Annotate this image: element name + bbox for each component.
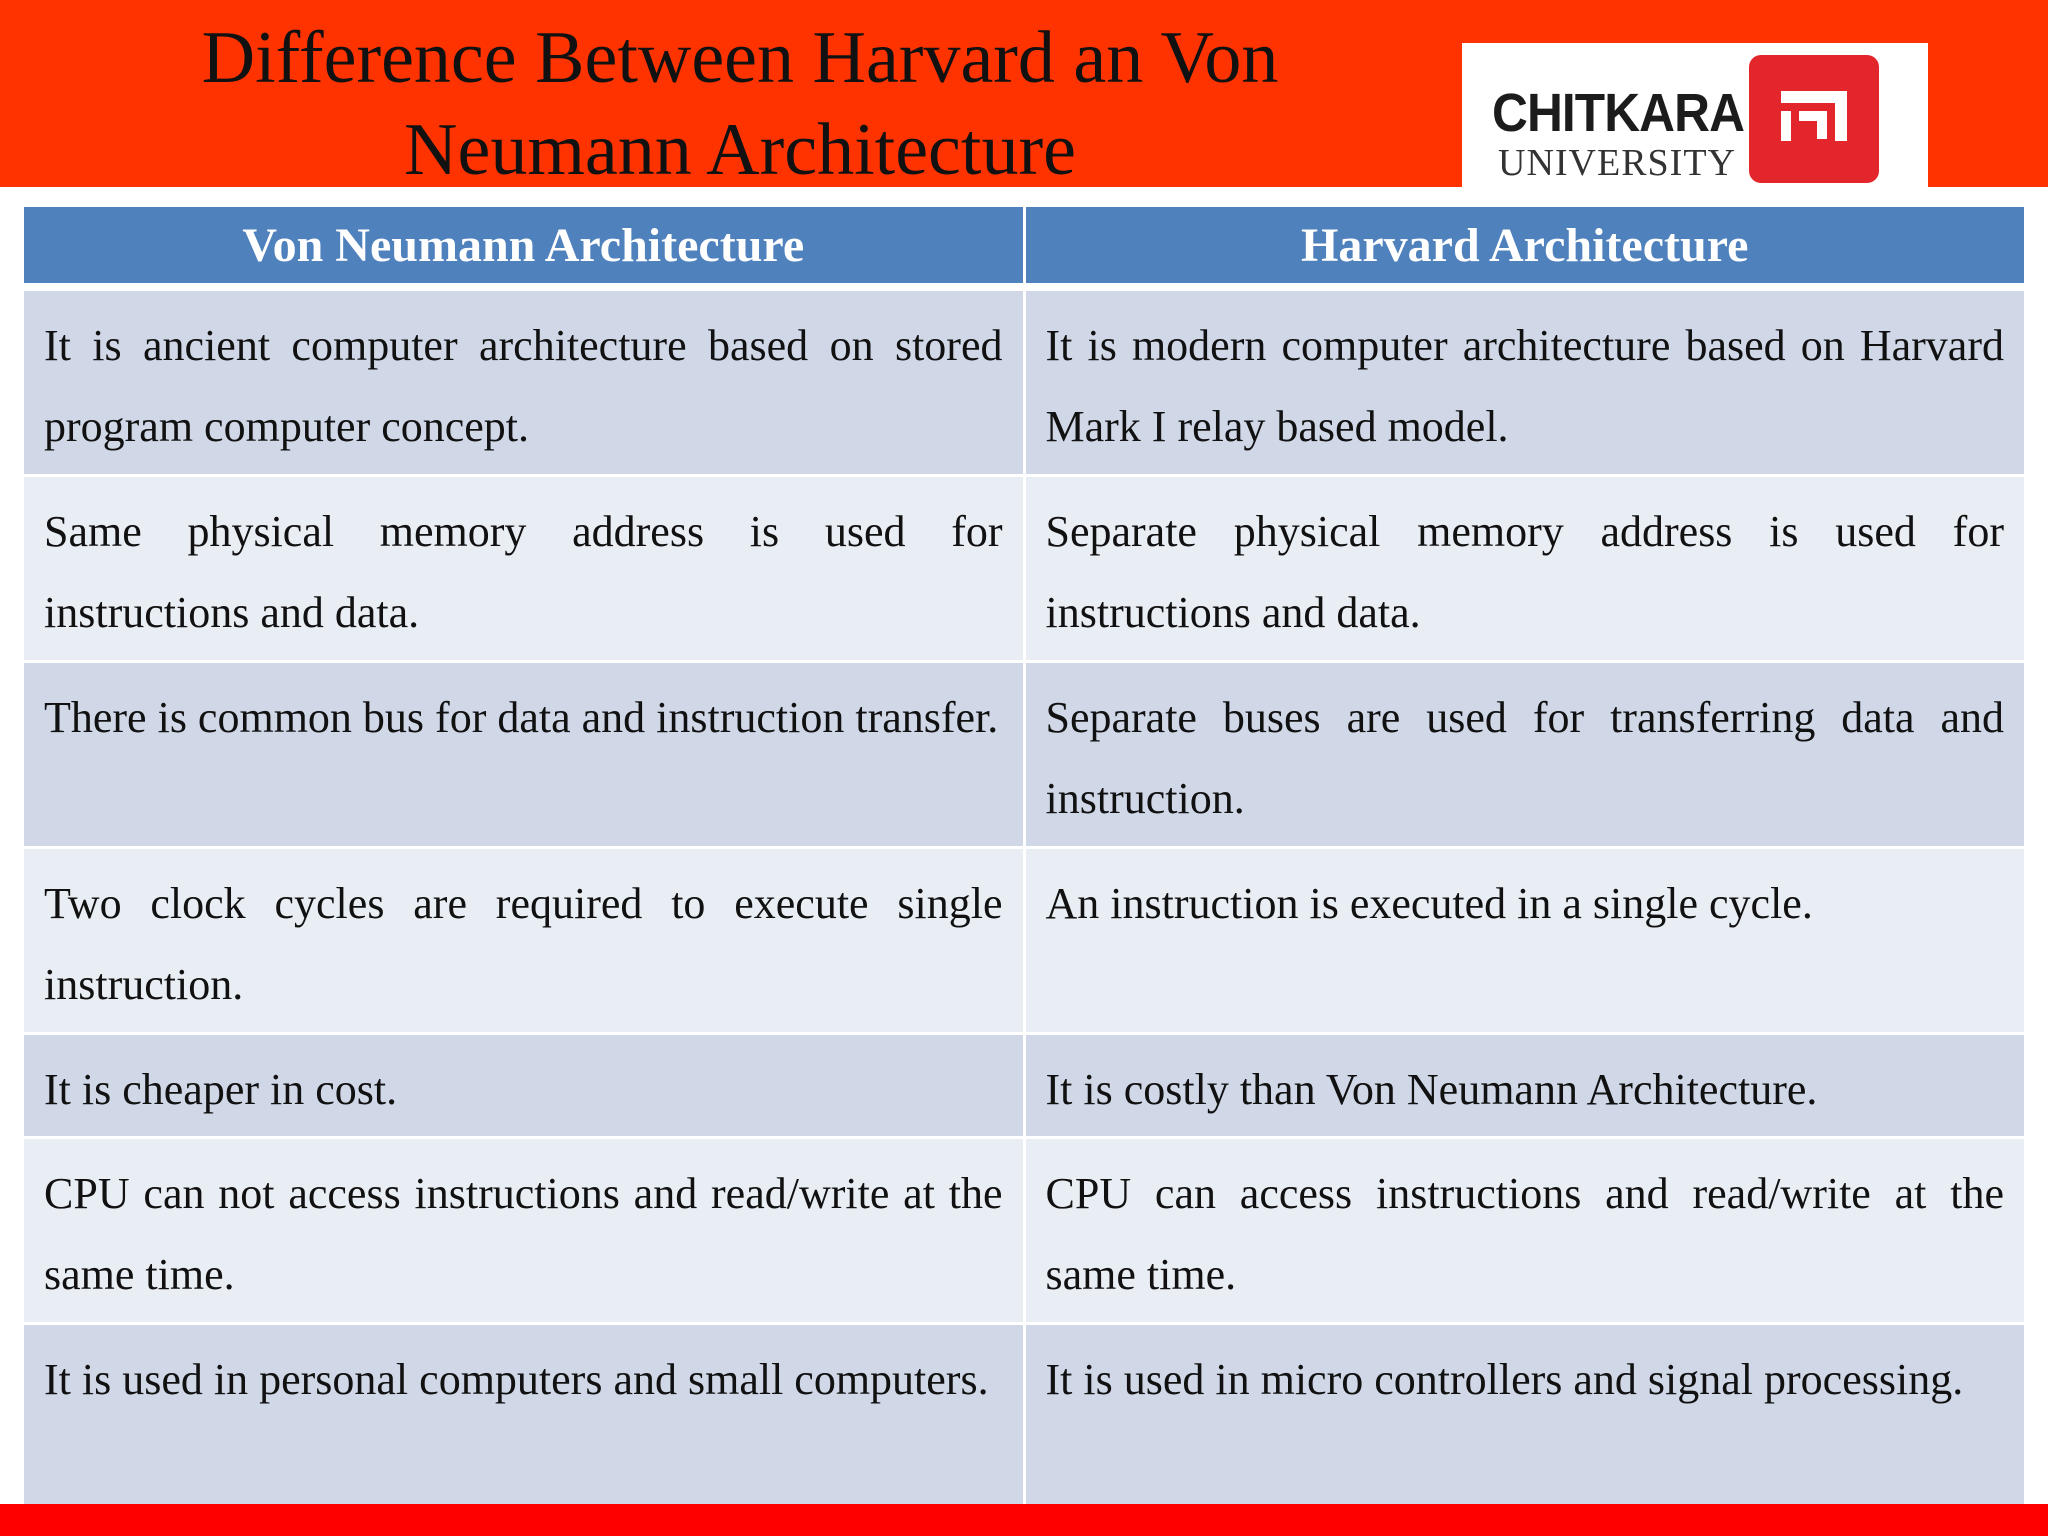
table-row: [24, 1033, 2024, 1137]
slide-title: [120, 12, 1360, 196]
logo-mark-icon: [1749, 55, 1879, 183]
table-row: [24, 1137, 2024, 1323]
cell-von-neumann: It is used in personal computers and small computers.: [24, 1323, 1024, 1509]
comparison-table: [24, 207, 2024, 1511]
cell-harvard: CPU can access instructions and read/write at the same time.: [1024, 1137, 2024, 1323]
column-header-von-neumann: Von Neumann Architecture: [24, 207, 1024, 287]
cell-harvard: Separate buses are used for transferring data and instruction.: [1024, 661, 2024, 847]
column-header-harvard: Harvard Architecture: [1024, 207, 2024, 287]
table-header-row: [24, 207, 2024, 287]
cell-von-neumann: It is ancient computer architecture based on stored program computer concept.: [24, 287, 1024, 475]
table-row: [24, 475, 2024, 661]
footer-band: [0, 1504, 2048, 1536]
logo-subtitle: UNIVERSITY: [1498, 142, 1736, 184]
slide-title-line1: Difference Between Harvard an Von: [201, 17, 1279, 99]
table-row: [24, 847, 2024, 1033]
cell-harvard: It is modern computer architecture based on Harvard Mark I relay based model.: [1024, 287, 2024, 475]
cell-von-neumann: CPU can not access instructions and read/write at the same time.: [24, 1137, 1024, 1323]
cell-von-neumann: There is common bus for data and instruction transfer.: [24, 661, 1024, 847]
table-row: [24, 1323, 2024, 1509]
table-row: [24, 661, 2024, 847]
slide-title-line2: Neumann Architecture: [404, 109, 1076, 191]
cell-harvard: It is used in micro controllers and signal processing.: [1024, 1323, 2024, 1509]
cell-von-neumann: Two clock cycles are required to execute single instruction.: [24, 847, 1024, 1033]
cell-von-neumann: Same physical memory address is used for instructions and data.: [24, 475, 1024, 661]
logo-name: CHITKARA: [1492, 83, 1745, 143]
cell-harvard: Separate physical memory address is used for instructions and data.: [1024, 475, 2024, 661]
cell-harvard: An instruction is executed in a single cycle.: [1024, 847, 2024, 1033]
cell-von-neumann: It is cheaper in cost.: [24, 1033, 1024, 1137]
university-logo: [1462, 43, 1928, 187]
table-row: [24, 287, 2024, 475]
cell-harvard: It is costly than Von Neumann Architecture.: [1024, 1033, 2024, 1137]
